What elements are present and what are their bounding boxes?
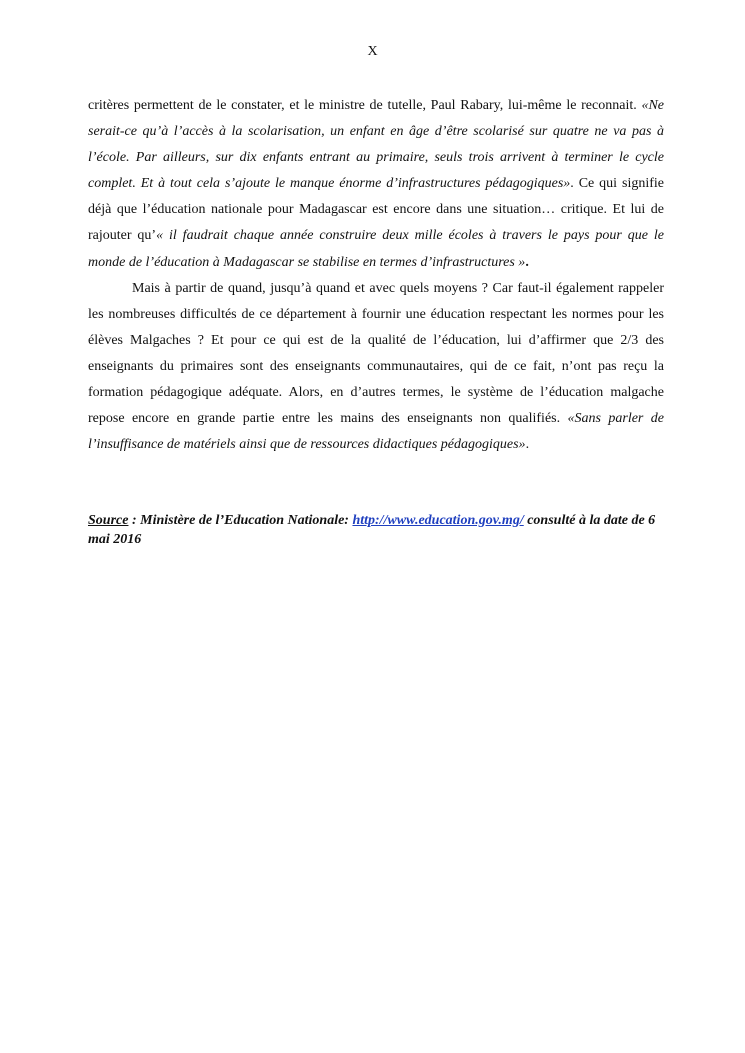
- source-label: Source: [88, 513, 129, 528]
- paragraph-ministry-quote: [88, 93, 664, 276]
- document-body: [88, 93, 664, 458]
- source-link[interactable]: http://www.education.gov.mg/: [352, 513, 524, 528]
- paragraph-questions: [88, 276, 664, 459]
- paragraph-end-period: .: [525, 254, 529, 270]
- paragraph-questions-end: .: [525, 437, 530, 453]
- paragraph-middle-text: . Ce qui signifie déjà que l’éducation nationale pour Madagascar est encore dans une situation… critique. Et lui de rajouter qu’: [88, 176, 664, 244]
- source-citation: [88, 511, 664, 549]
- quote-materiels: «Sans parler de l’insuffisance de matériels ainsi que de ressources didactiques pédagogiques»: [88, 411, 664, 453]
- paragraph-intro-text: critères permettent de le constater, et le ministre de tutelle, Paul Rabary, lui-même le reconnait.: [88, 98, 642, 113]
- source-text: : Ministère de l’Education Nationale:: [128, 513, 353, 528]
- page-number: X: [367, 44, 378, 59]
- paragraph-questions-text: Mais à partir de quand, jusqu’à quand et avec quels moyens ? Car faut-il également rappeler les nombreuses difficultés de ce département à fournir une éducation respectant les normes pour les élèves Malgaches ? Et pour ce qui est de la qualité de l’éducation, lui d’affirmer que 2/3 des enseignants du primaires sont des enseignants communautaires, qui de ce fait, n’ont pas reçu la formation pédagogique adéquate. Alors, en d’autres termes, le système de l’éducation malgache repose encore en grande partie entre les mains des enseignants non qualifiés.: [88, 280, 664, 427]
- quote-scolarisation: «Ne serait-ce qu’à l’accès à la scolarisation, un enfant en âge d’être scolarisé sur quatre ne va pas à l’école. Par ailleurs, sur dix enfants entrant au primaire, seuls trois arrivent à terminer le cycle complet. Et à tout cela s’ajoute le manque énorme d’infrastructures pédagogiques»: [88, 98, 664, 192]
- quote-construction-ecoles: « il faudrait chaque année construire deux mille écoles à travers le pays pour que le monde de l’éducation à Madagascar se stabilise en termes d’infrastructures »: [88, 228, 664, 270]
- source-suffix: consulté à la date de 6 mai 2016: [88, 513, 656, 547]
